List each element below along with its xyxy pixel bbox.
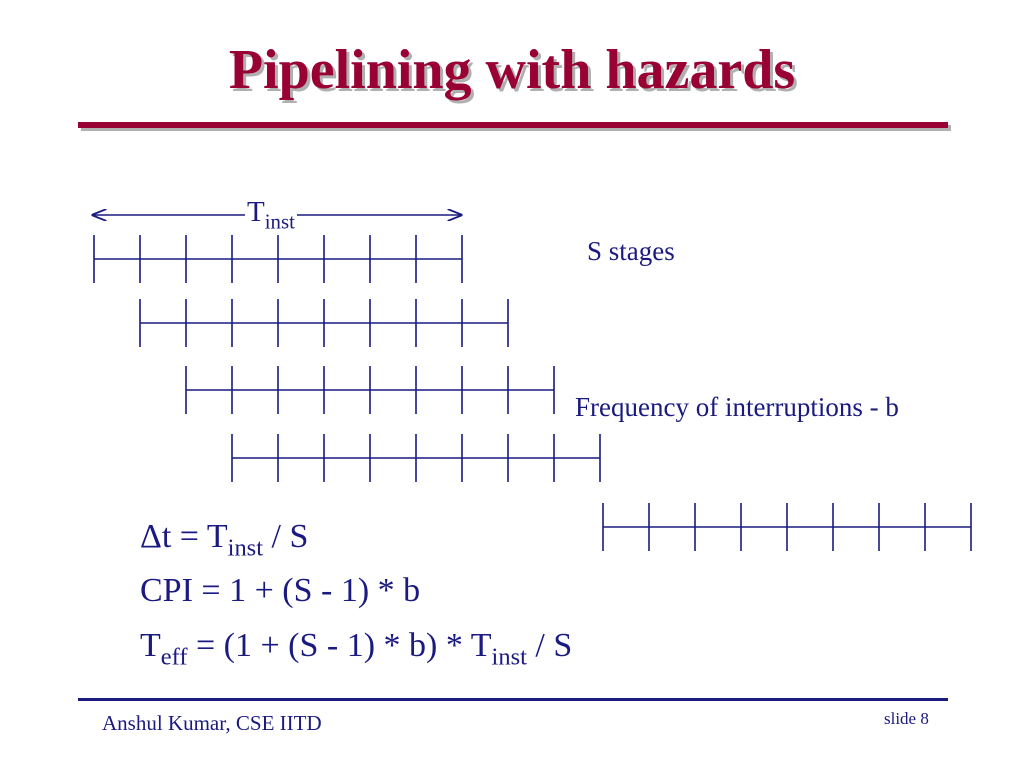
- pipeline-row: [140, 299, 508, 347]
- slide-number: slide 8: [884, 709, 929, 728]
- formula-delta-t: [140, 518, 309, 562]
- slide-title: Pipelining with hazards: [228, 39, 796, 101]
- tinst-label: [245, 196, 297, 234]
- formula-t-eff-lhs-sub: eff: [160, 643, 188, 671]
- tinst-main: T: [247, 196, 265, 228]
- pipeline-row: [94, 235, 462, 283]
- footer-rule: [78, 698, 948, 701]
- footer-author: Anshul Kumar, CSE IITD: [102, 711, 322, 735]
- pipeline-row: [232, 434, 600, 482]
- formula-delta-t-lhs: Δt = T: [140, 518, 228, 555]
- pipeline-row: [603, 503, 971, 551]
- formula-t-eff-rhs: / S: [526, 627, 573, 664]
- formula-t-eff-mid: = (1 + (S - 1) * b) * T: [187, 627, 492, 664]
- formula-delta-t-sub: inst: [227, 534, 263, 562]
- stages-label: S stages: [587, 236, 675, 266]
- formula-t-eff-mid-sub: inst: [491, 643, 527, 671]
- tinst-sub: inst: [264, 209, 295, 234]
- formula-t-eff-lhs: T: [140, 627, 161, 664]
- interruptions-label: Frequency of interruptions - b: [575, 392, 899, 422]
- formula-t-eff: [140, 627, 573, 671]
- formula-cpi: CPI = 1 + (S - 1) * b: [140, 572, 421, 609]
- pipeline-row: [186, 366, 554, 414]
- formula-delta-t-rhs: / S: [263, 518, 309, 555]
